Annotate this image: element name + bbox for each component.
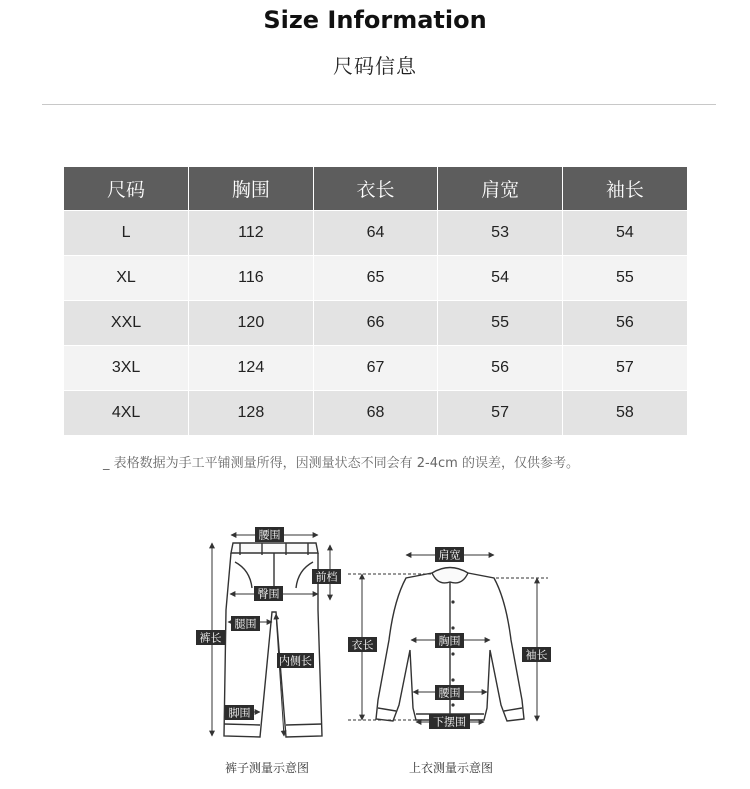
shirt-label-length xyxy=(348,637,377,652)
svg-text:前档: 前档 xyxy=(315,570,338,584)
table-cell: 3XL xyxy=(64,346,189,391)
table-cell: 128 xyxy=(189,391,314,436)
svg-text:胸围: 胸围 xyxy=(438,634,461,648)
table-cell: 124 xyxy=(189,346,314,391)
svg-text:下摆围: 下摆围 xyxy=(433,715,466,729)
shirt-label-chest xyxy=(435,633,464,648)
measurement-diagrams xyxy=(0,500,750,789)
pants-label-hip xyxy=(254,586,283,601)
pants-label-leg-opening xyxy=(225,705,254,720)
table-cell: 57 xyxy=(438,391,563,436)
pants-label-inseam xyxy=(277,653,314,668)
table-cell: 56 xyxy=(438,346,563,391)
table-cell: 54 xyxy=(562,211,687,256)
table-cell: 67 xyxy=(313,346,438,391)
table-cell: XL xyxy=(64,256,189,301)
svg-text:裤长: 裤长 xyxy=(199,631,222,645)
table-cell: 68 xyxy=(313,391,438,436)
measurement-note: _ 表格数据为手工平铺测量所得，因测量状态不同会有 2-4cm 的误差，仅供参考。 xyxy=(103,456,579,471)
table-row xyxy=(64,391,687,436)
size-table xyxy=(64,167,687,435)
table-cell: 66 xyxy=(313,301,438,346)
table-cell: 55 xyxy=(562,256,687,301)
shirt-label-hem xyxy=(429,714,470,729)
pants-label-length xyxy=(196,630,225,645)
svg-text:腰围: 腰围 xyxy=(258,528,281,542)
column-header: 衣长 xyxy=(313,167,438,211)
column-header: 肩宽 xyxy=(438,167,563,211)
table-cell: 58 xyxy=(562,391,687,436)
table-row xyxy=(64,301,687,346)
table-cell: 53 xyxy=(438,211,563,256)
pants-caption: 裤子测量示意图 xyxy=(224,761,310,775)
column-header: 胸围 xyxy=(189,167,314,211)
svg-text:内侧长: 内侧长 xyxy=(279,654,312,668)
table-cell: XXL xyxy=(64,301,189,346)
svg-text:腿围: 腿围 xyxy=(234,617,257,631)
svg-text:衣长: 衣长 xyxy=(351,638,374,652)
table-cell: 120 xyxy=(189,301,314,346)
table-cell: 112 xyxy=(189,211,314,256)
table-row xyxy=(64,256,687,301)
table-header-row xyxy=(64,167,687,211)
pants-label-front-rise xyxy=(312,569,341,584)
title-chinese: 尺码信息 xyxy=(333,54,417,78)
shirt-caption: 上衣测量示意图 xyxy=(408,761,494,775)
svg-text:脚围: 脚围 xyxy=(228,706,251,720)
svg-text:袖长: 袖长 xyxy=(525,648,548,662)
table-cell: 55 xyxy=(438,301,563,346)
table-cell: 116 xyxy=(189,256,314,301)
column-header: 尺码 xyxy=(64,167,189,211)
pants-label-waist xyxy=(255,527,284,542)
table-row xyxy=(64,346,687,391)
column-header: 袖长 xyxy=(562,167,687,211)
shirt-label-shoulder xyxy=(435,547,464,562)
shirt-label-waist xyxy=(435,685,464,700)
shirt-label-sleeve xyxy=(522,647,551,662)
divider xyxy=(42,104,716,105)
table-cell: 4XL xyxy=(64,391,189,436)
table-cell: 65 xyxy=(313,256,438,301)
table-cell: L xyxy=(64,211,189,256)
table-cell: 57 xyxy=(562,346,687,391)
table-cell: 56 xyxy=(562,301,687,346)
pants-label-thigh xyxy=(231,616,260,631)
table-row xyxy=(64,211,687,256)
svg-text:肩宽: 肩宽 xyxy=(438,548,461,562)
table-cell: 54 xyxy=(438,256,563,301)
table-cell: 64 xyxy=(313,211,438,256)
svg-text:腰围: 腰围 xyxy=(438,686,461,700)
svg-text:臀围: 臀围 xyxy=(257,587,280,601)
title-english: Size Information xyxy=(263,6,487,34)
